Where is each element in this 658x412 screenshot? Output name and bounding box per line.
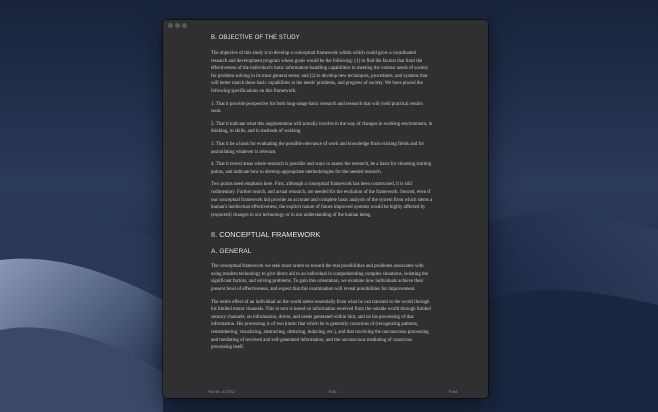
editor-window [163, 20, 488, 398]
word-count: Words: 42,832 [208, 389, 235, 394]
general-paragraph-2: The entire effect of an individual on the world stems essentially from what he can transmit to the world through his limited motor channels. This in turn is based on information received from the outside world through limited sensory channels; on information, drives, and needs generated within him; and on his processing of that information. His processing is of two kinds: that which he is generally conscious of (recognizing patterns, remembering, visualizing, abstracting, deducing, inducing, etc.), and that involving the unconscious processing and mediating of received and self-generated information, and the unconscious mediating of conscious processing itself. [211, 299, 431, 351]
zoom-window-button[interactable] [182, 23, 187, 28]
section-ii-heading: II. CONCEPTUAL FRAMEWORK [211, 230, 321, 240]
general-paragraph-1: The conceptual framework we seek must orient us toward the real possibilities and problems associated with using modern technology to give direct aid to an individual in comprehending complex situations, isolating the significant factors, and solving problems. To gain this orientation, we examine how individuals achieve their present level of effectiveness, and expect that this examination will reveal possibilities for improvement. [211, 264, 429, 293]
objective-paragraph: The objective of this study is to develop a conceptual framework within which could grow a coordinated research and development program whose goals would be the following: (1) to find the factors that limit the effectiveness of the individual's basic information-handling capabilities in meeting the various needs of society for problem solving in its most general sense; and (2) to develop new techniques, procedures, and systems that will better match these basic capabilities to the needs' problems, and progress of society. We have placed the following specifications on this framework: [211, 51, 429, 94]
specification-1: 1. That it provide perspective for both long-range basic research and research that will yield practical results soon. [211, 101, 423, 115]
emphasis-paragraph: Two points need emphasis here. First, although a conceptual framework has been constructed, it is still rudimentary. Further search, and actual research, are needed for the evolution of the framework. Second, even if our conceptual framework did provide an accurate and complete basic analysis of the system from which stems a human's intellectual effectiveness, the explicit nature of future improved systems would be highly affected by (expected) changes in our technology or in our understanding of the human being [211, 182, 433, 218]
document-text-area[interactable] [211, 32, 433, 384]
specification-2: 2. That it indicate what this augmentation will actually involve in the way of changes in working environment, in thinking, in skills, and in methods of working. [211, 121, 433, 135]
close-window-button[interactable] [168, 23, 173, 28]
find-button[interactable]: Find [449, 389, 458, 394]
specification-3: 3. That it be a basis for evaluating the possible relevance of work and knowledge from existing fields and for assimilating whatever is relevant. [211, 141, 425, 155]
specification-4: 4. That it reveal areas where research is possible and ways to assess the research, be a basis for choosing starting points, and indicate how to develop appropriate methodologies for the needed research. [211, 162, 432, 175]
status-bar [163, 384, 488, 398]
section-b-heading: B. OBJECTIVE OF THE STUDY [211, 35, 300, 41]
minimize-window-button[interactable] [175, 23, 180, 28]
section-a-heading: A. GENERAL [211, 248, 252, 256]
title-bar[interactable] [163, 20, 488, 32]
edit-button[interactable]: Edit [329, 389, 337, 394]
